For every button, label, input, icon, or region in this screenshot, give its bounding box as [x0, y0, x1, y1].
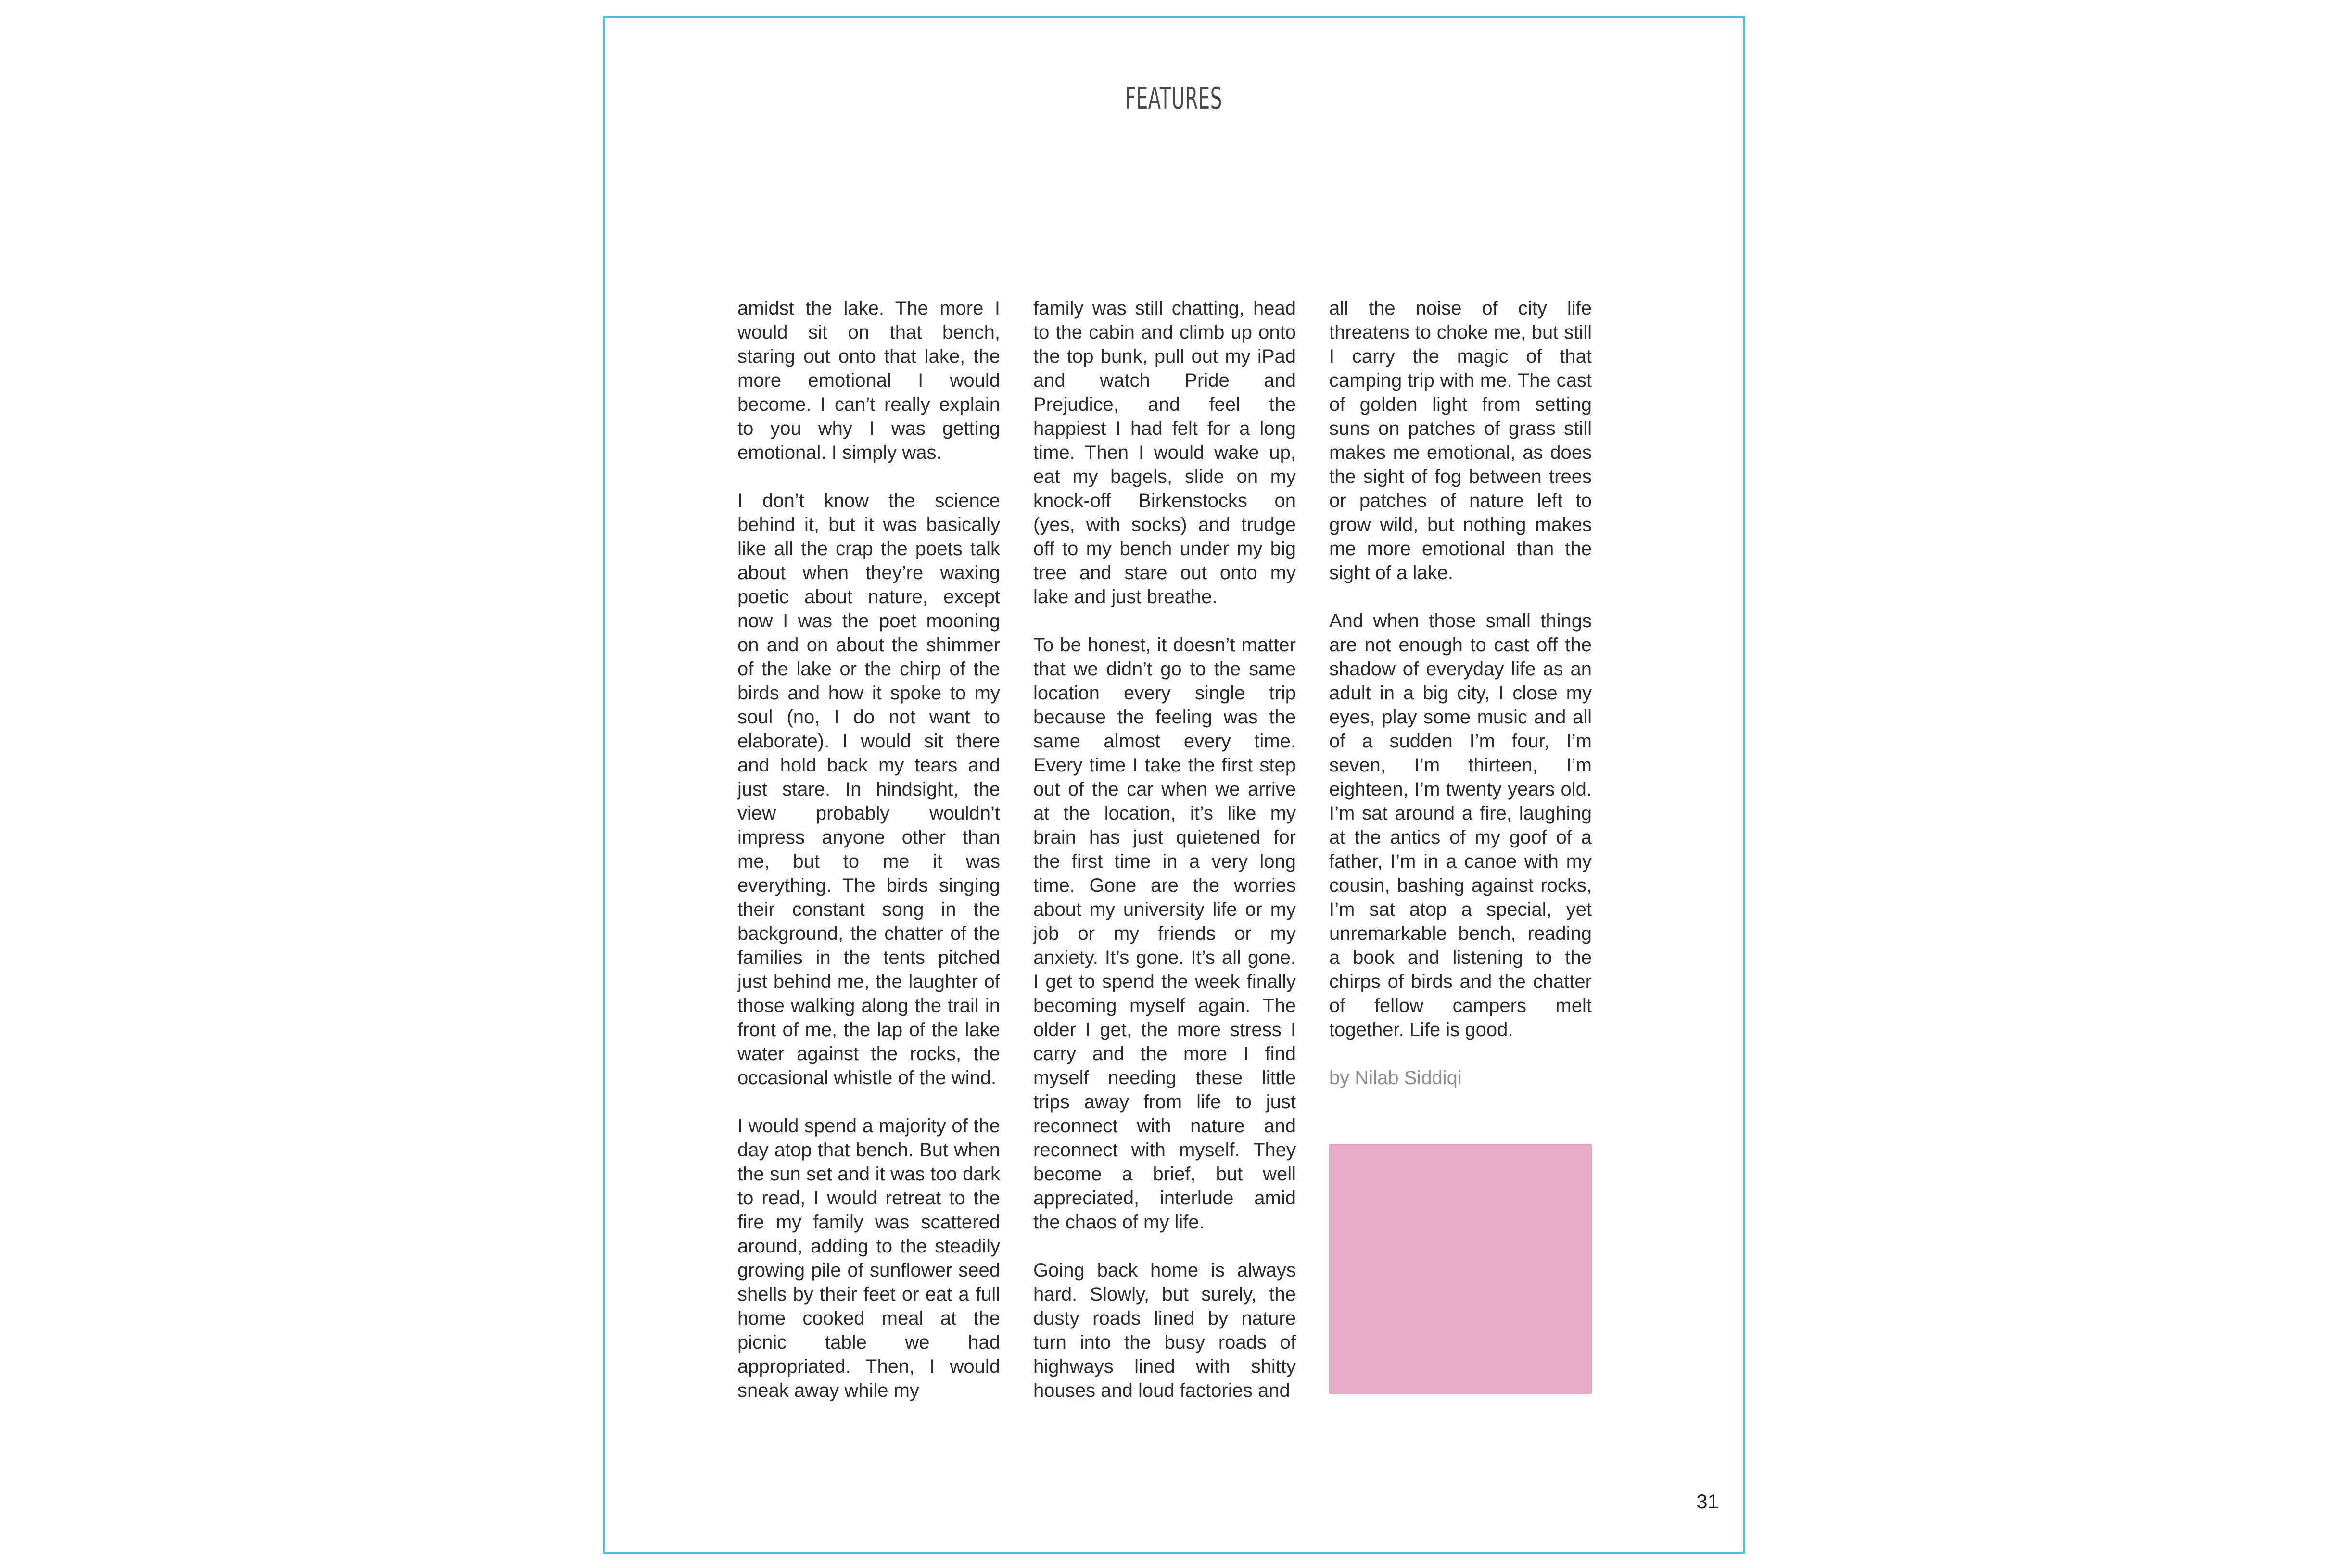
paragraph: I would spend a majority of the day atop that bench. But when the sun set and it was too dark to read, I would retreat to the fire my family was scattered around, adding to the steadily growing pile of sunflower seed shells by their feet or eat a full home cooked meal at the picnic table we had appropriated. Then, I would sneak away while my	[737, 1115, 1000, 1401]
article-column-3	[1329, 296, 1592, 1090]
paragraph: I don’t know the science behind it, but it was basically like all the crap the poets talk about when they’re waxing poetic about nature, except now I was the poet mooning on and on about the shimmer of the lake or the chirp of the birds and how it spoke to my soul (no, I do not want to elaborate). I would sit there and hold back my tears and just stare. In hindsight, the view probably wouldn’t impress anyone other than me, but to me it was everything. The birds singing their constant song in the background, the chatter of the families in the tents pitched just behind me, the laughter of those walking along the trail in front of me, the lap of the lake water against the rocks, the occasional whistle of the wind.	[737, 490, 1000, 1088]
section-title: FEATURES	[1125, 81, 1222, 116]
paragraph: amidst the lake. The more I would sit on that bench, staring out onto that lake, the more emotional I would become. I can’t really explain to you why I was getting emotional. I simply was.	[737, 298, 1000, 463]
paragraph: family was still chatting, head to the cabin and climb up onto the top bunk, pull out my iPad and watch Pride and Prejudice, and feel the happiest I had felt for a long time. Then I would wake up, eat my bagels, slide on my knock-off Birkenstocks on (yes, with socks) and trudge off to my bench under my big tree and stare out onto my lake and just breathe.	[1033, 298, 1296, 607]
paragraph: To be honest, it doesn’t matter that we didn’t go to the same location every single trip because the feeling was the same almost every time. Every time I take the first step out of the car when we arrive at the location, it’s like my brain has just quietened for the first time in a very long time. Gone are the worries about my university life or my job or my friends or my anxiety. It’s gone. It’s all gone. I get to spend the week finally becoming myself again. The older I get, the more stress I carry and the more I find myself needing these little trips away from life to just reconnect with nature and reconnect with myself. They become a brief, but well appreciated, interlude amid the chaos of my life.	[1033, 634, 1296, 1233]
paragraph: And when those small things are not enough to cast off the shadow of everyday life as an adult in a big city, I close my eyes, play some music and all of a sudden I’m four, I’m seven, I’m thirteen, I’m eighteen, I’m twenty years old. I’m sat around a fire, laughing at the antics of my goof of a father, I’m in a canoe with my cousin, bashing against rocks, I’m sat atop a special, yet unremarkable bench, reading a book and listening to the chirps of birds and the chatter of fellow campers melt together. Life is good.	[1329, 610, 1592, 1040]
article-column-2	[1033, 296, 1296, 1427]
decorative-color-block	[1329, 1144, 1592, 1394]
page-frame	[603, 16, 1745, 1554]
page-number: 31	[1696, 1490, 1719, 1513]
paragraph: all the noise of city life threatens to choke me, but still I carry the magic of that camping trip with me. The cast of golden light from setting suns on patches of grass still makes me emotional, as does the sight of fog between trees or patches of nature left to grow wild, but nothing makes me more emotional than the sight of a lake.	[1329, 298, 1592, 583]
paragraph: Going back home is always hard. Slowly, but surely, the dusty roads lined by nature turn into the busy roads of highways lined with shitty houses and loud factories and	[1033, 1260, 1296, 1401]
author-byline: by Nilab Siddiqi	[1329, 1067, 1462, 1088]
article-column-1	[737, 296, 1000, 1427]
